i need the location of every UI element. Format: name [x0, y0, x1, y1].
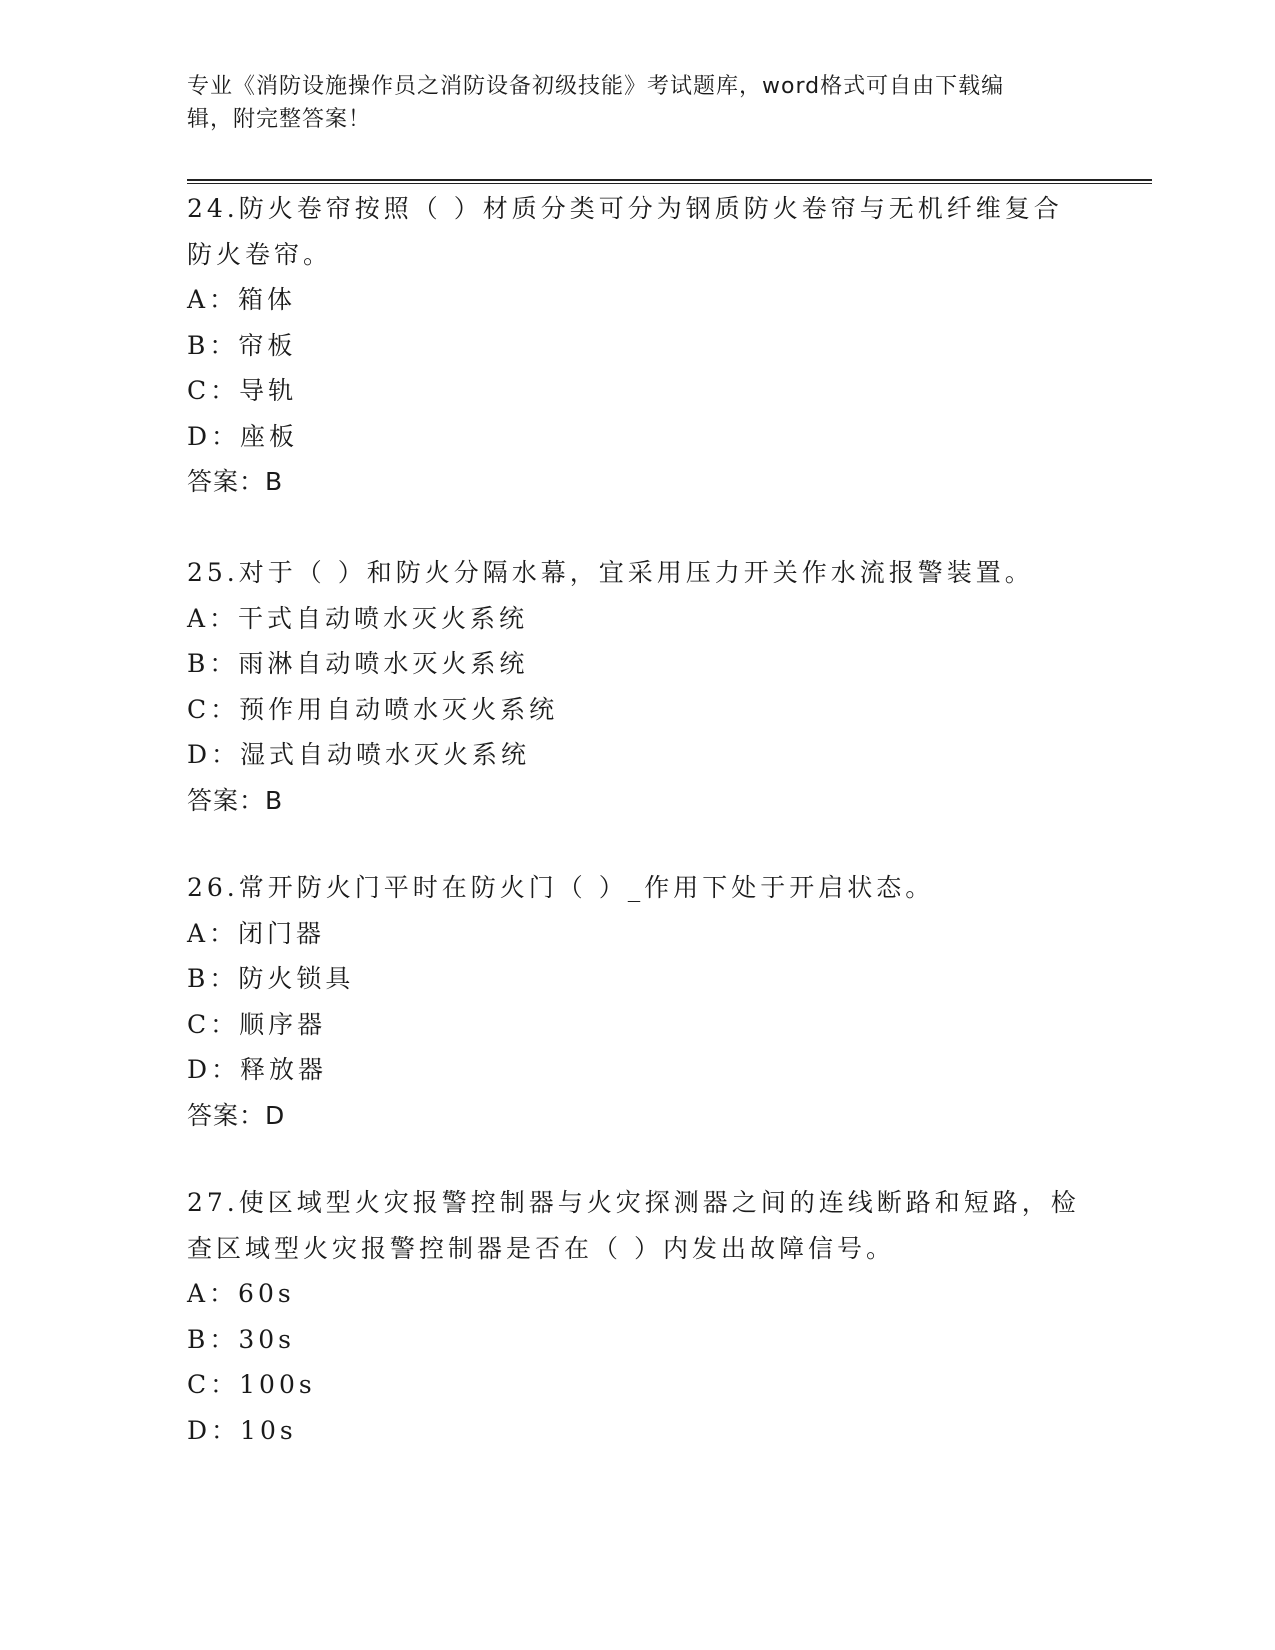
option-c: C：预作用自动喷水灭火系统: [187, 694, 559, 724]
header-line-1: 专业《消防设施操作员之消防设备初级技能》考试题库，word格式可自由下载编: [187, 74, 1005, 99]
option-a: A：箱体: [187, 285, 297, 314]
question-24: [187, 186, 1087, 505]
option-b: B：帘板: [187, 330, 297, 360]
question-25: [187, 550, 1087, 823]
question-stem: 25.对于（ ）和防火分隔水幕，宜采用压力开关作水流报警装置。: [187, 558, 1034, 587]
header-line-2: 辑，附完整答案！: [187, 107, 372, 132]
option-a: A：干式自动喷水灭火系统: [187, 603, 529, 633]
question-26: [187, 865, 1087, 1138]
header-divider-thick: [187, 179, 1152, 181]
option-d: D：10s: [187, 1415, 297, 1445]
document-header: [187, 70, 1087, 136]
option-c: C：100s: [187, 1370, 316, 1399]
answer: 答案：B: [187, 785, 284, 815]
question-stem: 26.常开防火门平时在防火门（ ）_作用下处于开启状态。: [187, 873, 935, 902]
option-c: C：导轨: [187, 376, 298, 405]
question-stem: 27.使区域型火灾报警控制器与火灾探测器之间的连线断路和短路，检: [187, 1188, 1080, 1217]
option-c: C：顺序器: [187, 1009, 327, 1039]
option-d: D：释放器: [187, 1055, 328, 1084]
option-b: B：30s: [187, 1324, 296, 1354]
answer: 答案：B: [187, 467, 284, 496]
option-a: A：闭门器: [187, 918, 326, 948]
answer: 答案：D: [187, 1100, 286, 1130]
option-a: A：60s: [187, 1279, 295, 1308]
option-d: D：座板: [187, 421, 299, 451]
question-stem-continued: 防火卷帘。: [187, 239, 333, 269]
option-b: B：雨淋自动喷水灭火系统: [187, 649, 529, 678]
question-27: [187, 1180, 1087, 1453]
option-b: B：防火锁具: [187, 964, 355, 993]
question-stem-continued: 查区域型火灾报警控制器是否在（ ）内发出故障信号。: [187, 1233, 895, 1263]
question-stem: 24.防火卷帘按照（ ）材质分类可分为钢质防火卷帘与无机纤维复合: [187, 194, 1063, 223]
header-divider-thin: [187, 183, 1152, 184]
option-d: D：湿式自动喷水灭火系统: [187, 740, 531, 769]
